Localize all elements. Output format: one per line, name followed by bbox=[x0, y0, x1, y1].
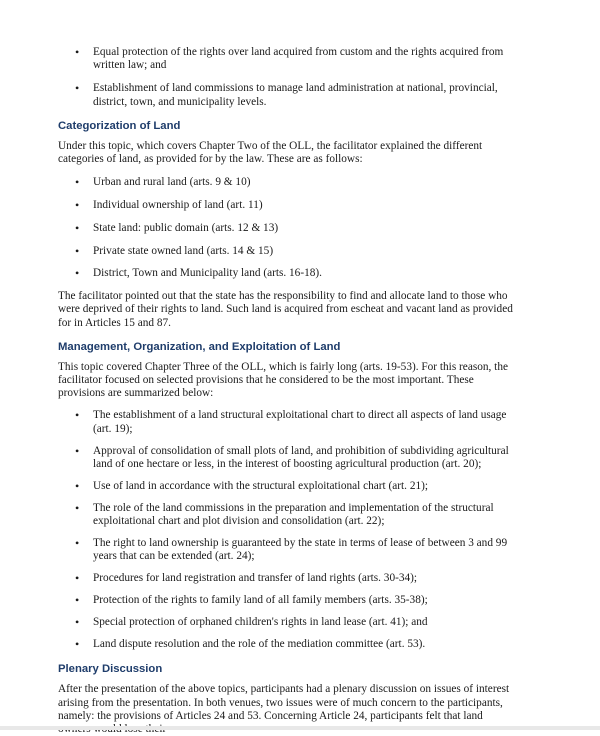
list-item bbox=[58, 537, 518, 563]
bullet-icon: • bbox=[75, 536, 80, 551]
page-bottom-edge bbox=[0, 726, 600, 730]
list-item bbox=[58, 594, 518, 607]
bullet-icon: • bbox=[75, 243, 80, 258]
management-bullet-list bbox=[58, 409, 518, 651]
section-heading: Categorization of Land bbox=[58, 119, 181, 132]
bullet-icon: • bbox=[75, 500, 80, 515]
list-item-text: The right to land ownership is guaranteed by the state in terms of lease of between 3 and 99 years that can be extended (art. 24); bbox=[93, 537, 508, 563]
list-item bbox=[58, 572, 518, 585]
list-item bbox=[58, 445, 518, 471]
list-item bbox=[58, 46, 518, 72]
bullet-icon: • bbox=[75, 615, 80, 630]
list-item bbox=[58, 82, 518, 108]
bullet-icon: • bbox=[75, 266, 80, 281]
section-plenary bbox=[58, 662, 518, 736]
list-item-text: Protection of the rights to family land of all family members (arts. 35-38); bbox=[93, 594, 428, 607]
list-item bbox=[58, 176, 518, 189]
section-management bbox=[58, 340, 518, 652]
list-item bbox=[58, 616, 518, 629]
section-intro: This topic covered Chapter Three of the OLL, which is fairly long (arts. 19-53). For this reason, the facilitator focused on selected provisions that he considered to be the most important. These provisions are summarized below: bbox=[58, 360, 508, 400]
bullet-icon: • bbox=[75, 478, 80, 493]
list-item-text: Use of land in accordance with the structural exploitational chart (art. 21); bbox=[93, 479, 429, 492]
section-closing: The facilitator pointed out that the state has the responsibility to find and allocate land to those who were deprived of their rights to land. Such land is acquired from escheat and vacant land as provided for in Articles 15 and 87. bbox=[58, 290, 513, 329]
bullet-icon: • bbox=[75, 443, 80, 458]
list-item bbox=[58, 222, 518, 235]
bullet-icon: • bbox=[75, 198, 80, 213]
list-item bbox=[58, 480, 518, 493]
list-item bbox=[58, 245, 518, 258]
list-item-text: The establishment of a land structural exploitational chart to direct all aspects of land usage (art. 19); bbox=[93, 409, 507, 435]
list-item-text: Private state owned land (arts. 14 & 15) bbox=[93, 244, 274, 257]
list-item-text: Procedures for land registration and transfer of land rights (arts. 30-34); bbox=[93, 572, 418, 585]
list-item bbox=[58, 638, 518, 651]
list-item bbox=[58, 199, 518, 212]
list-item-text: The role of the land commissions in the preparation and implementation of the structural exploitational chart and plot division and consolidation (art. 22); bbox=[93, 501, 494, 528]
categorization-bullet-list bbox=[58, 176, 518, 280]
section-intro: Under this topic, which covers Chapter Two of the OLL, the facilitator explained the different categories of land, as provided for by the law. These are as follows: bbox=[58, 139, 483, 166]
bullet-icon: • bbox=[75, 175, 80, 190]
list-item-text: Equal protection of the rights over land acquired from custom and the rights acquired from written law; and bbox=[93, 46, 504, 72]
list-item bbox=[58, 409, 518, 435]
section-text: After the presentation of the above topics, participants had a plenary discussion on issues of interest arising from the presentation. In both venues, two issues were of much concern to the participants, namely: the provisions of Articles 24 and 53. Concerning Article 24, participants felt that land bbox=[58, 683, 510, 722]
top-bullet-list bbox=[58, 46, 518, 109]
list-item-text: State land: public domain (arts. 12 & 13) bbox=[93, 221, 279, 234]
section-heading: Plenary Discussion bbox=[58, 663, 163, 676]
list-item-text: Individual ownership of land (art. 11) bbox=[93, 199, 263, 212]
bullet-icon: • bbox=[75, 571, 80, 586]
list-item-text: Urban and rural land (arts. 9 & 10) bbox=[93, 176, 251, 189]
section-categorization bbox=[58, 119, 518, 330]
list-item-text: Special protection of orphaned children's rights in land lease (art. 41); and bbox=[93, 616, 428, 629]
section-heading: Management, Organization, and Exploitation of Land bbox=[58, 340, 341, 353]
bullet-icon: • bbox=[75, 593, 80, 608]
bullet-icon: • bbox=[75, 220, 80, 235]
list-item-text: Approval of consolidation of small plots of land, and prohibition of subdividing agricultural land of one hectare or less, in the interest of boosting agricultural production (art. 20); bbox=[93, 444, 509, 470]
bullet-icon: • bbox=[75, 45, 80, 59]
list-item bbox=[58, 267, 518, 280]
bullet-icon: • bbox=[75, 408, 80, 423]
bullet-icon: • bbox=[75, 637, 80, 652]
list-item bbox=[58, 502, 518, 528]
list-item-text: Establishment of land commissions to manage land administration at national, provincial, district, town, and municipality levels. bbox=[93, 82, 498, 108]
list-item-text: District, Town and Municipality land (arts. 16-18). bbox=[93, 267, 322, 280]
bullet-icon: • bbox=[75, 81, 80, 96]
list-item-text: Land dispute resolution and the role of the mediation committee (art. 53). bbox=[93, 638, 426, 651]
